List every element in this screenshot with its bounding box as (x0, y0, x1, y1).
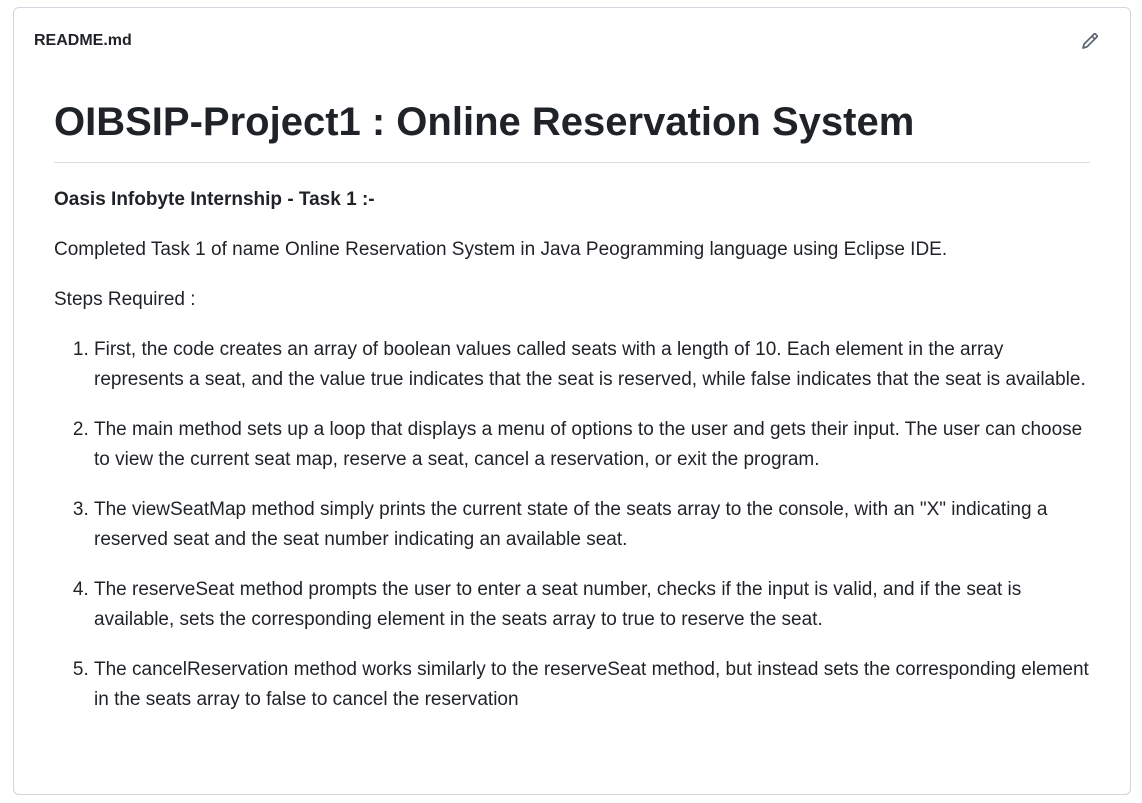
list-item: 2. The main method sets up a loop that displays a menu of options to the user and gets their input. The user can choose to view the current seat map, reserve a seat, cancel a reservation, or exit the program. (94, 415, 1090, 475)
list-item: 1. First, the code creates an array of boolean values called seats with a length of 10. Each element in the array represents a seat, and the value true indicates that the seat is reserved, while false indicates that the seat is available. (94, 335, 1090, 395)
subtitle: Oasis Infobyte Internship - Task 1 :- (54, 189, 375, 210)
readme-header (14, 8, 1130, 74)
readme-body (14, 74, 1130, 715)
description: Completed Task 1 of name Online Reservation System in Java Peogramming language using Eclipse IDE. (54, 239, 948, 260)
pencil-icon (1081, 32, 1099, 50)
edit-file-button[interactable] (1078, 29, 1102, 53)
readme-filename: README.md (34, 32, 132, 49)
steps-label: Steps Required : (54, 289, 196, 310)
list-item: 3. The viewSeatMap method simply prints the current state of the seats array to the console, with an "X" indicating a reserved seat and the seat number indicating an available seat. (94, 495, 1090, 555)
steps-list (54, 335, 1090, 715)
readme-container (13, 7, 1131, 795)
list-item: 4. The reserveSeat method prompts the user to enter a seat number, checks if the input is valid, and if the seat is available, sets the corresponding element in the seats array to true to reserve the seat. (94, 575, 1090, 635)
page-title: OIBSIP-Project1 : Online Reservation System (54, 96, 1090, 163)
list-item: 5. The cancelReservation method works similarly to the reserveSeat method, but instead sets the corresponding element in the seats array to false to cancel the reservation (94, 655, 1090, 715)
